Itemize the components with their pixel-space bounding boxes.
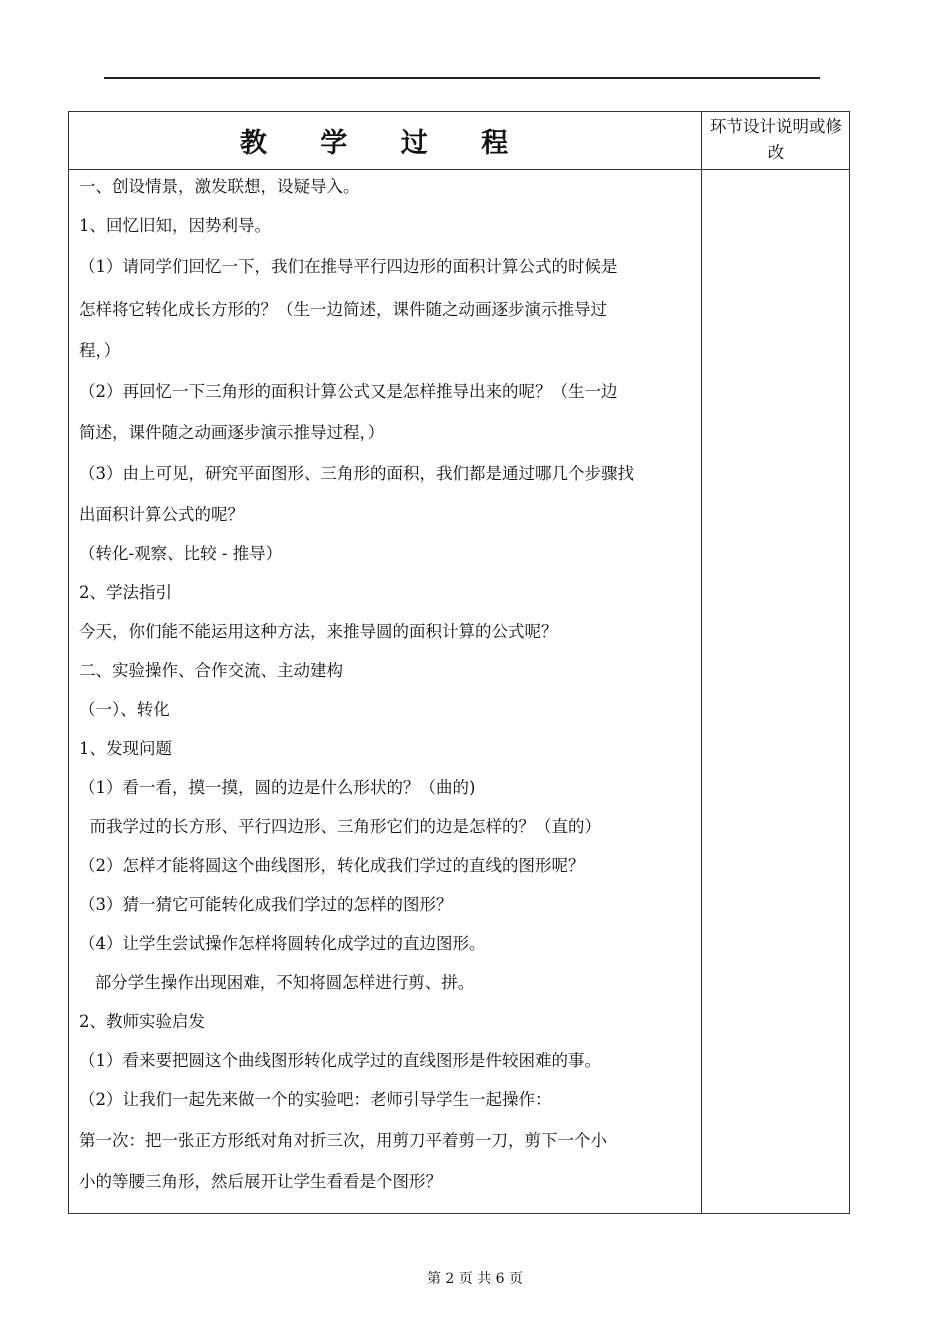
page-indicator: 第 2 页 共 6 页 — [426, 1271, 524, 1287]
lesson-content — [79, 172, 694, 1206]
text-line: 一、创设情景，激发联想，设疑导入。 — [79, 177, 360, 196]
text-line: （一）、转化 — [79, 700, 170, 719]
text-line: 1、回忆旧知，因势利导。 — [79, 216, 271, 235]
text-line: （1）请同学们回忆一下，我们在推导平行四边形的面积计算公式的时候是 — [79, 257, 618, 276]
text-line: （2）再回忆一下三角形的面积计算公式又是怎样推导出来的呢？（生一边 — [79, 382, 618, 401]
text-line: 出面积计算公式的呢？ — [79, 505, 244, 524]
text-line: （转化-观察、比较 - 推导） — [79, 544, 283, 563]
text-line: （3）猜一猜它可能转化成我们学过的怎样的图形？ — [79, 895, 453, 914]
text-line: 今天，你们能不能运用这种方法，来推导圆的面积计算的公式呢？ — [79, 622, 558, 641]
text-line: 怎样将它转化成长方形的？（生一边简述，课件随之动画逐步演示推导过 — [79, 300, 607, 319]
text-line: 第一次：把一张正方形纸对角对折三次，用剪刀平着剪一刀，剪下一个小 — [79, 1131, 607, 1150]
text-line: 而我学过的长方形、平行四边形、三角形它们的边是怎样的？（直的） — [79, 817, 601, 836]
text-line: 程，） — [79, 341, 121, 360]
design-notes-heading: 环节设计说明或修改 — [710, 117, 842, 162]
lesson-table — [68, 111, 850, 1214]
text-line: 2、学法指引 — [79, 583, 172, 602]
text-line: （2）让我们一起先来做一个的实验吧：老师引导学生一起操作： — [79, 1090, 552, 1109]
text-line: 部分学生操作出现困难，不知将圆怎样进行剪、拼。 — [79, 973, 475, 992]
text-line: 2、教师实验启发 — [79, 1012, 205, 1031]
text-line: （1）看来要把圆这个曲线图形转化成学过的直线图形是件较困难的事。 — [79, 1051, 601, 1070]
text-line: 二、实验操作、合作交流、主动建构 — [79, 661, 343, 680]
text-line: （2）怎样才能将圆这个曲线图形，转化成我们学过的直线的图形呢？ — [79, 856, 585, 875]
header-rule — [104, 77, 820, 79]
text-line: （4）让学生尝试操作怎样将圆转化成学过的直边图形。 — [79, 934, 486, 953]
column-divider — [701, 112, 702, 1213]
row-divider — [69, 169, 849, 170]
text-line: 小的等腰三角形，然后展开让学生看看是个图形？ — [79, 1172, 442, 1191]
text-line: （1）看一看，摸一摸，圆的边是什么形状的？（曲的) — [79, 778, 476, 797]
text-line: （3）由上可见，研究平面图形、三角形的面积，我们都是通过哪几个步骤找 — [79, 464, 634, 483]
teaching-process-heading: 教 学 过 程 — [239, 128, 531, 159]
text-line: 1、发现问题 — [79, 739, 172, 758]
text-line: 简述，课件随之动画逐步演示推导过程，） — [79, 423, 385, 442]
